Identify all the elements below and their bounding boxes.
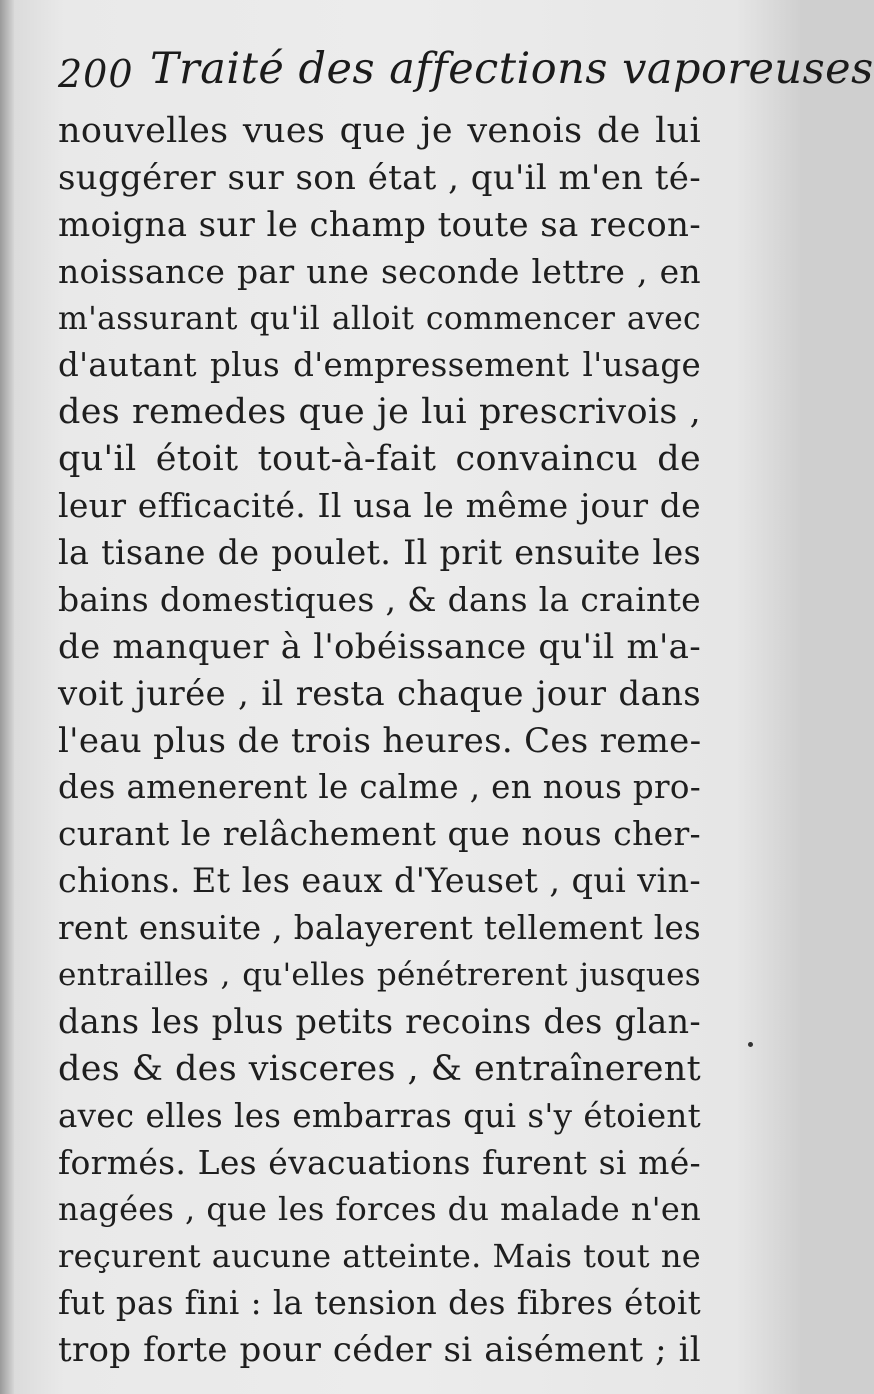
page-number: 200 [58, 52, 134, 96]
text-line: noissance par une seconde lettre , en [58, 251, 701, 291]
text-line: avec elles les embarras qui s'y étoient [58, 1096, 701, 1135]
text-line: dans les plus petits recoins des glan- [58, 1001, 701, 1041]
text-line: m'assurant qu'il alloit commencer avec [58, 300, 701, 337]
ink-speck [748, 1042, 753, 1047]
text-line: moigna sur le champ toute sa recon- [58, 204, 701, 245]
text-line: curant le relâchement que nous cher- [58, 814, 701, 854]
text-line: voit jurée , il resta chaque jour dans [58, 673, 701, 714]
text-line: la tisane de poulet. Il prit ensuite les [58, 533, 701, 573]
text-line: nagées , que les forces du malade n'en [58, 1190, 701, 1229]
body-text [58, 108, 701, 1374]
text-line: des remedes que je lui prescrivois , [58, 392, 701, 433]
running-head: Traité des affections vaporeuses [150, 44, 874, 94]
text-line: l'eau plus de trois heures. Ces reme- [58, 720, 702, 761]
text-line: leur efficacité. Il usa le même jour de [58, 486, 701, 526]
text-line: des amenerent le calme , en nous pro- [58, 768, 701, 807]
text-line: entrailles , qu'elles pénétrerent jusques [58, 957, 701, 994]
text-line: reçurent aucune atteinte. Mais tout ne [58, 1237, 701, 1276]
text-line: nouvelles vues que je venois de lui [58, 111, 701, 151]
text-line: rent ensuite , balayerent tellement les [58, 909, 701, 948]
text-line: trop forte pour céder si aisément ; il [58, 1330, 701, 1371]
text-line: formés. Les évacuations furent si mé- [58, 1142, 701, 1182]
page-spine-shadow [0, 0, 14, 1394]
text-line: fut pas fini : la tension des fibres étoit [58, 1284, 701, 1323]
text-line: chions. Et les eaux d'Yeuset , qui vin- [58, 861, 701, 901]
text-line: d'autant plus d'empressement l'usage [58, 346, 701, 385]
text-line: de manquer à l'obéissance qu'il m'a- [58, 626, 701, 667]
text-line: suggérer sur son état , qu'il m'en té- [58, 157, 701, 198]
text-line: des & des visceres , & entraînerent [58, 1048, 701, 1089]
page-header [58, 40, 874, 100]
text-line: qu'il étoit tout-à-fait convaincu de [58, 439, 701, 480]
text-line: bains domestiques , & dans la crainte [58, 579, 701, 619]
